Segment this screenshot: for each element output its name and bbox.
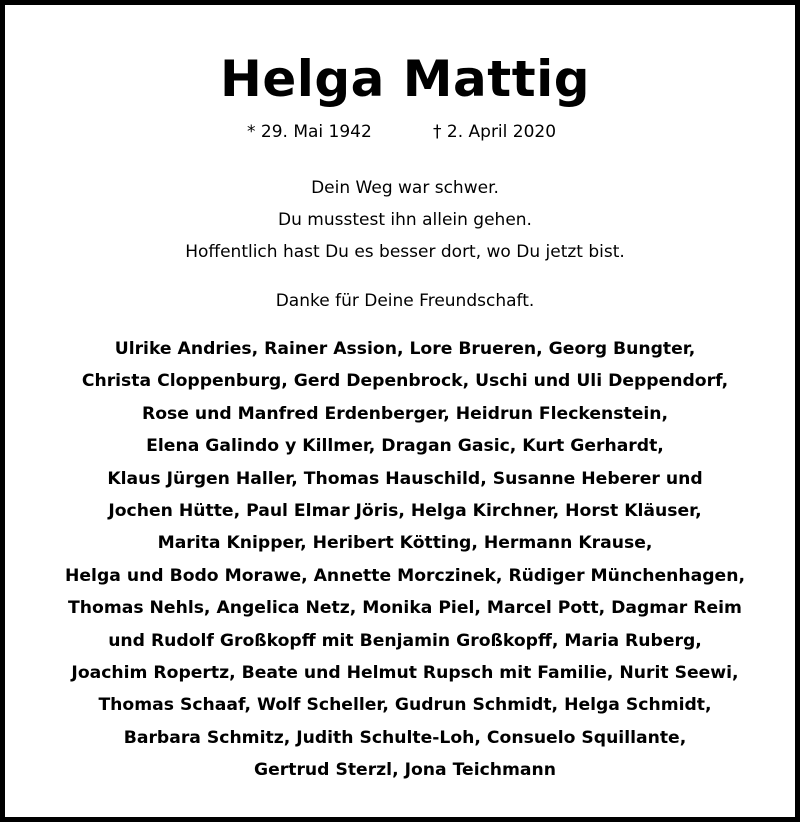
signatories-line: Klaus Jürgen Haller, Thomas Hauschild, Susanne Heberer und <box>107 468 703 489</box>
signatories-line: Christa Cloppenburg, Gerd Depenbrock, Uschi und Uli Deppendorf, <box>81 371 729 392</box>
deceased-name: Helga Mattig <box>219 50 591 108</box>
thanks-line: Danke für Deine Freundschaft. <box>275 291 535 311</box>
signatories-line: und Rudolf Großkopff mit Benjamin Großkopff, Maria Ruberg, <box>108 630 702 651</box>
memorial-verse <box>5 172 800 268</box>
birth-date: * 29. Mai 1942 <box>247 122 372 142</box>
signatories-line: Jochen Hütte, Paul Elmar Jöris, Helga Kirchner, Horst Kläuser, <box>108 501 702 522</box>
verse-line: Dein Weg war schwer. <box>311 178 499 198</box>
signatories-line: Elena Galindo y Killmer, Dragan Gasic, Kurt Gerhardt, <box>146 436 664 457</box>
signatories-line: Joachim Ropertz, Beate und Helmut Rupsch mit Familie, Nurit Seewi, <box>71 663 739 684</box>
signatories-line: Rose und Manfred Erdenberger, Heidrun Fleckenstein, <box>141 403 669 424</box>
signatories-line: Thomas Schaaf, Wolf Scheller, Gudrun Schmidt, Helga Schmidt, <box>98 695 712 716</box>
life-dates <box>5 119 800 145</box>
signatories-line: Barbara Schmitz, Judith Schulte-Loh, Consuelo Squillante, <box>123 727 687 748</box>
signatories-line: Helga und Bodo Morawe, Annette Morczinek, Rüdiger Münchenhagen, <box>65 565 745 586</box>
verse-line: Hoffentlich hast Du es besser dort, wo Du jetzt bist. <box>185 242 625 262</box>
death-date: † 2. April 2020 <box>433 122 557 142</box>
verse-line: Du musstest ihn allein gehen. <box>278 210 532 230</box>
signatories-list <box>5 333 800 787</box>
signatories-line: Ulrike Andries, Rainer Assion, Lore Brueren, Georg Bungter, <box>114 339 696 359</box>
signatories-line: Marita Knipper, Heribert Kötting, Hermann Krause, <box>157 533 653 554</box>
signatories-line: Thomas Nehls, Angelica Netz, Monika Piel, Marcel Pott, Dagmar Reim <box>68 598 742 619</box>
signatories-line: Gertrud Sterzl, Jona Teichmann <box>253 760 556 781</box>
